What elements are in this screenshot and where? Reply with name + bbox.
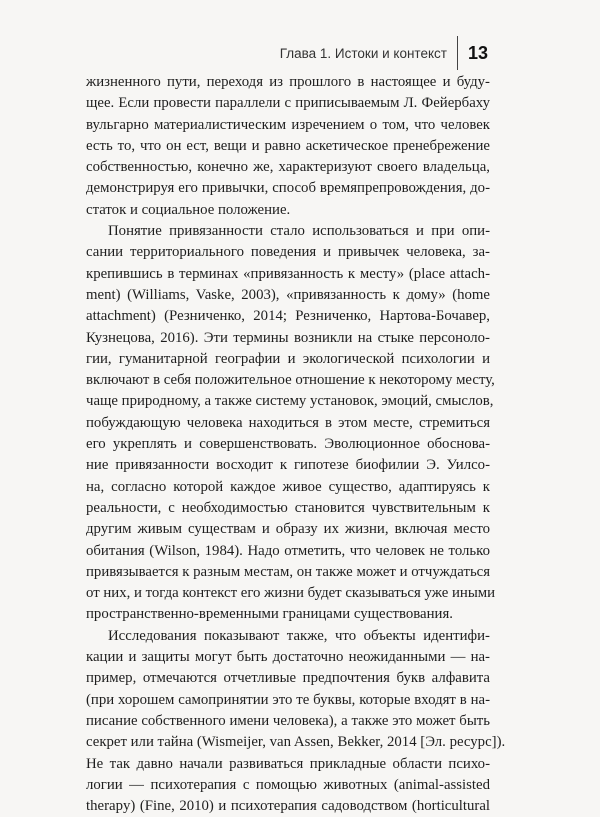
text-line: писание собственного имени человека), а также это может быть <box>86 712 490 729</box>
page-number: 13 <box>467 42 488 63</box>
text-line: attachment) (Резниченко, 2014; Резниченко, Нартова-Бочавер, <box>86 308 490 325</box>
text-line: статок и социальное положение. <box>86 201 291 218</box>
text-line: включают в себя положительное отношение к некоторому месту, <box>86 372 495 389</box>
text-line: ние привязанности восходит к гипотезе биофилии Э. Уилсо- <box>86 457 490 474</box>
text-line: есть то, что он ест, вещи и равно аскетическое пренебрежение <box>86 137 490 154</box>
text-line: другим живым существам и образу их жизни, включая место <box>86 521 490 538</box>
text-line: реальности, с необходимостью становится чувствительным к <box>86 499 490 516</box>
text-line: вульгарно материалистическим изречением о том, что человек <box>86 116 490 133</box>
text-line: (при хорошем самопринятии это те буквы, которые входят в на- <box>86 691 490 708</box>
text-line: сании территориального поведения и привычек человека, за- <box>86 244 490 261</box>
text-line: чаще природному, а также систему установок, эмоций, смыслов, <box>86 393 494 410</box>
text-line: Кузнецова, 2016). Эти термины возникли на стыке персоноло- <box>86 329 490 346</box>
paragraph-2 <box>86 221 496 626</box>
text-line: ment) (Williams, Vaske, 2003), «привязанность к дому» (home <box>86 286 490 303</box>
text-line: Исследования показывают также, что объекты идентифи- <box>108 627 490 644</box>
paragraph-1 <box>86 72 490 221</box>
text-line: собственностью, конечно же, характеризуют своего владельца, <box>86 159 490 176</box>
text-line: на, согласно которой каждое живое существо, адаптируясь к <box>86 478 490 495</box>
text-line: привязывается к разным местам, он также может и отчуждаться <box>86 563 491 580</box>
text-line: щее. Если провести параллели с приписываемым Л. Фейербаху <box>86 95 490 112</box>
text-line: логии — психотерапия с помощью животных (animal-assisted <box>86 776 490 793</box>
text-line: обитания (Wilson, 1984). Надо отметить, что человек не только <box>86 542 490 559</box>
text-line: крепившись в терминах «привязанность к месту» (place attach- <box>86 265 490 282</box>
text-line: пример, отмечаются отчетливые предпочтения букв алфавита <box>86 670 490 687</box>
chapter-title: Глава 1. Истоки и контекст <box>279 45 447 61</box>
text-line: демонстрируя его привычки, способ времяпрепровождения, до- <box>86 180 490 197</box>
text-line: Не так давно начали развиваться прикладные области психо- <box>86 755 490 772</box>
text-line: therapy) (Fine, 2010) и психотерапия садоводством (horticultural <box>86 798 490 815</box>
text-line: Понятие привязанности стало использоваться и при опи- <box>108 223 490 240</box>
text-line: секрет или тайна (Wismeijer, van Assen, Bekker, 2014 [Эл. ресурс]). <box>86 734 506 751</box>
text-line: гии, гуманитарной географии и экологической психологии и <box>86 350 490 367</box>
text-line: побуждающую человека находиться в этом месте, стремиться <box>86 414 490 431</box>
running-header <box>280 36 488 70</box>
text-line: кации и защиты могут быть достаточно неожиданными — на- <box>86 649 490 666</box>
text-line: жизненного пути, переходя из прошлого в настоящее и буду- <box>86 74 490 90</box>
header-divider <box>457 36 458 70</box>
text-line: от них, и тогда контекст его жизни будет сказываться уже иными <box>86 585 496 602</box>
text-line: пространственно-временными границами существования. <box>86 606 453 623</box>
paragraph-3 <box>86 626 506 817</box>
body-text <box>86 72 506 817</box>
text-line: его укреплять и совершенствовать. Эволюционное обоснова- <box>86 436 490 453</box>
